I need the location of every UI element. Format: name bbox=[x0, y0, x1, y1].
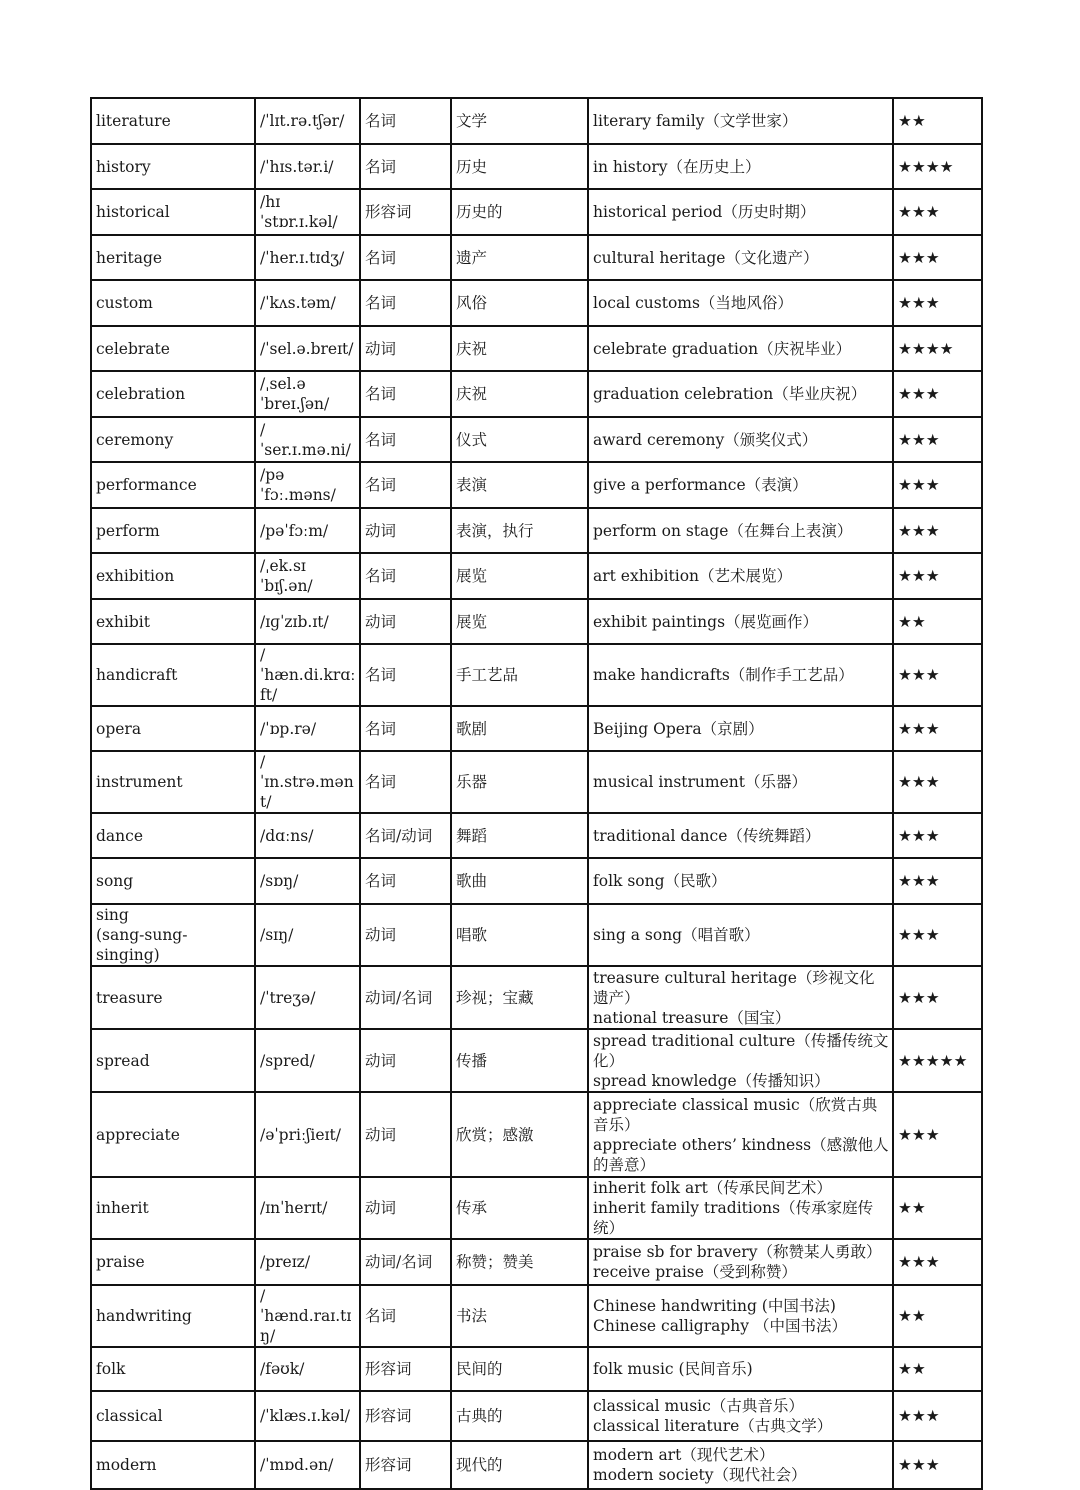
table-row bbox=[91, 904, 982, 966]
meaning-cell: 珍视；宝藏 bbox=[451, 966, 588, 1029]
part-of-speech-cell: 动词 bbox=[360, 599, 451, 644]
phrase-cell bbox=[588, 326, 893, 371]
phonetic-cell: /spred/ bbox=[255, 1029, 360, 1092]
phonetic-cell: /ˈɒp.rə/ bbox=[255, 706, 360, 751]
word-cell bbox=[91, 966, 255, 1029]
word-cell bbox=[91, 706, 255, 751]
importance-stars: ★★★★ bbox=[893, 326, 982, 371]
phonetic-cell: /fəʊk/ bbox=[255, 1347, 360, 1391]
phrase-text: perform on stage（在舞台上表演） bbox=[593, 521, 853, 540]
phrase-cell bbox=[588, 858, 893, 904]
word-text: literature bbox=[96, 112, 171, 130]
phrase-cell bbox=[588, 98, 893, 144]
importance-stars: ★★ bbox=[893, 1347, 982, 1391]
importance-stars: ★★★ bbox=[893, 1239, 982, 1285]
phrase-text: spread knowledge（传播知识） bbox=[593, 1071, 830, 1090]
table-row bbox=[91, 858, 982, 904]
word-text: treasure bbox=[96, 988, 163, 1007]
phrase-cell bbox=[588, 1177, 893, 1239]
phonetic-cell: /ˈɪn.strə.mənt/ bbox=[255, 751, 360, 813]
part-of-speech-cell: 动词 bbox=[360, 1029, 451, 1092]
table-row bbox=[91, 813, 982, 858]
table-row bbox=[91, 1177, 982, 1239]
meaning-cell: 庆祝 bbox=[451, 371, 588, 417]
meaning-cell: 文学 bbox=[451, 98, 588, 144]
phrase-cell bbox=[588, 706, 893, 751]
phrase-cell bbox=[588, 235, 893, 280]
part-of-speech-cell: 动词 bbox=[360, 904, 451, 966]
table-row bbox=[91, 1391, 982, 1441]
word-cell bbox=[91, 189, 255, 235]
importance-stars: ★★★★ bbox=[893, 144, 982, 189]
phrase-text: cultural heritage（文化遗产） bbox=[593, 248, 819, 267]
table-row bbox=[91, 326, 982, 371]
importance-stars: ★★★ bbox=[893, 235, 982, 280]
word-text: (sang-sung-singing) bbox=[96, 926, 188, 964]
meaning-cell: 称赞；赞美 bbox=[451, 1239, 588, 1285]
table-row bbox=[91, 371, 982, 417]
word-text: spread bbox=[96, 1051, 150, 1070]
phrase-text: Chinese calligraphy （中国书法） bbox=[593, 1317, 847, 1335]
meaning-cell: 历史 bbox=[451, 144, 588, 189]
table-row bbox=[91, 417, 982, 462]
word-cell bbox=[91, 280, 255, 326]
phonetic-cell: /ˈher.ɪ.tɪdʒ/ bbox=[255, 235, 360, 280]
word-cell bbox=[91, 1029, 255, 1092]
part-of-speech-cell: 动词 bbox=[360, 508, 451, 553]
importance-stars: ★★★ bbox=[893, 1441, 982, 1489]
phrase-text: folk song（民歌） bbox=[593, 872, 727, 890]
phrase-cell bbox=[588, 1092, 893, 1177]
word-text: praise bbox=[96, 1253, 145, 1271]
word-cell bbox=[91, 1441, 255, 1489]
part-of-speech-cell: 动词/名词 bbox=[360, 966, 451, 1029]
phrase-text: exhibit paintings（展览画作） bbox=[593, 612, 819, 631]
phonetic-cell: /ɪnˈherɪt/ bbox=[255, 1177, 360, 1239]
word-cell bbox=[91, 98, 255, 144]
word-cell bbox=[91, 599, 255, 644]
word-text: celebration bbox=[96, 385, 186, 403]
phrase-cell bbox=[588, 371, 893, 417]
part-of-speech-cell: 名词 bbox=[360, 858, 451, 904]
part-of-speech-cell: 名词 bbox=[360, 371, 451, 417]
phrase-text: Chinese handwriting (中国书法) bbox=[593, 1297, 836, 1315]
phonetic-cell: /sɪŋ/ bbox=[255, 904, 360, 966]
word-cell bbox=[91, 326, 255, 371]
importance-stars: ★★ bbox=[893, 1177, 982, 1239]
phrase-cell bbox=[588, 644, 893, 706]
meaning-cell: 庆祝 bbox=[451, 326, 588, 371]
meaning-cell: 舞蹈 bbox=[451, 813, 588, 858]
table-row bbox=[91, 599, 982, 644]
word-text: modern bbox=[96, 1456, 157, 1474]
part-of-speech-cell: 名词 bbox=[360, 553, 451, 599]
word-cell bbox=[91, 235, 255, 280]
table-row bbox=[91, 1239, 982, 1285]
phrase-cell bbox=[588, 1239, 893, 1285]
meaning-cell: 古典的 bbox=[451, 1391, 588, 1441]
phonetic-cell: /hɪˈstɒr.ɪ.kəl/ bbox=[255, 189, 360, 235]
phonetic-cell: /ˈhænd.raɪ.tɪŋ/ bbox=[255, 1285, 360, 1347]
phrase-text: inherit family traditions（传承家庭传统） bbox=[593, 1199, 874, 1237]
importance-stars: ★★ bbox=[893, 1285, 982, 1347]
phrase-cell bbox=[588, 904, 893, 966]
part-of-speech-cell: 名词 bbox=[360, 644, 451, 706]
table-row bbox=[91, 98, 982, 144]
word-text: classical bbox=[96, 1407, 163, 1425]
word-cell bbox=[91, 417, 255, 462]
table-row bbox=[91, 235, 982, 280]
phonetic-cell: /ˈmɒd.ən/ bbox=[255, 1441, 360, 1489]
phonetic-cell: /ɪɡˈzɪb.ɪt/ bbox=[255, 599, 360, 644]
phonetic-cell: /ˈlɪt.rə.tʃər/ bbox=[255, 98, 360, 144]
word-cell bbox=[91, 644, 255, 706]
phonetic-cell: /dɑːns/ bbox=[255, 813, 360, 858]
part-of-speech-cell: 名词 bbox=[360, 235, 451, 280]
part-of-speech-cell: 形容词 bbox=[360, 1441, 451, 1489]
phrase-text: give a performance（表演） bbox=[593, 476, 808, 494]
phrase-text: praise sb for bravery（称赞某人勇敢） bbox=[593, 1243, 882, 1261]
meaning-cell: 歌剧 bbox=[451, 706, 588, 751]
importance-stars: ★★★ bbox=[893, 462, 982, 508]
part-of-speech-cell: 动词 bbox=[360, 1177, 451, 1239]
importance-stars: ★★★ bbox=[893, 644, 982, 706]
word-cell bbox=[91, 371, 255, 417]
word-text: history bbox=[96, 157, 151, 176]
word-text: opera bbox=[96, 719, 142, 738]
part-of-speech-cell: 名词 bbox=[360, 98, 451, 144]
importance-stars: ★★★ bbox=[893, 751, 982, 813]
table-row bbox=[91, 706, 982, 751]
word-text: perform bbox=[96, 521, 160, 540]
phrase-text: Beijing Opera（京剧） bbox=[593, 719, 764, 738]
importance-stars: ★★★ bbox=[893, 1391, 982, 1441]
phrase-cell bbox=[588, 1029, 893, 1092]
word-cell bbox=[91, 1391, 255, 1441]
table-row bbox=[91, 189, 982, 235]
word-cell bbox=[91, 1239, 255, 1285]
phrase-text: in history（在历史上） bbox=[593, 157, 761, 176]
part-of-speech-cell: 名词 bbox=[360, 1285, 451, 1347]
phrase-text: modern society（现代社会） bbox=[593, 1466, 807, 1484]
meaning-cell: 唱歌 bbox=[451, 904, 588, 966]
phrase-cell bbox=[588, 966, 893, 1029]
word-text: inherit bbox=[96, 1199, 149, 1217]
table-row bbox=[91, 644, 982, 706]
phrase-text: traditional dance（传统舞蹈） bbox=[593, 826, 821, 845]
phonetic-cell: /ˈsel.ə.breɪt/ bbox=[255, 326, 360, 371]
vocabulary-table-body bbox=[91, 98, 982, 1489]
phrase-cell bbox=[588, 1441, 893, 1489]
part-of-speech-cell: 名词 bbox=[360, 280, 451, 326]
phonetic-cell: /pəˈfɔːm/ bbox=[255, 508, 360, 553]
table-row bbox=[91, 508, 982, 553]
phrase-text: modern art（现代艺术） bbox=[593, 1446, 775, 1464]
importance-stars: ★★★ bbox=[893, 417, 982, 462]
part-of-speech-cell: 名词 bbox=[360, 751, 451, 813]
word-text: exhibit bbox=[96, 612, 150, 631]
phrase-text: inherit folk art（传承民间艺术） bbox=[593, 1179, 832, 1197]
phrase-text: local customs（当地风俗） bbox=[593, 294, 793, 312]
word-text: celebrate bbox=[96, 339, 170, 358]
phrase-text: sing a song（唱首歌） bbox=[593, 926, 760, 944]
phrase-cell bbox=[588, 280, 893, 326]
phrase-cell bbox=[588, 462, 893, 508]
meaning-cell: 仪式 bbox=[451, 417, 588, 462]
part-of-speech-cell: 动词/名词 bbox=[360, 1239, 451, 1285]
meaning-cell: 民间的 bbox=[451, 1347, 588, 1391]
word-cell bbox=[91, 751, 255, 813]
phrase-text: appreciate classical music（欣赏古典音乐） bbox=[593, 1095, 878, 1134]
phonetic-cell: /əˈpriːʃieɪt/ bbox=[255, 1092, 360, 1177]
phrase-text: art exhibition（艺术展览） bbox=[593, 567, 793, 585]
importance-stars: ★★★ bbox=[893, 553, 982, 599]
word-cell bbox=[91, 813, 255, 858]
phrase-cell bbox=[588, 599, 893, 644]
word-text: heritage bbox=[96, 248, 163, 267]
meaning-cell: 遗产 bbox=[451, 235, 588, 280]
phrase-cell bbox=[588, 144, 893, 189]
phrase-text: national treasure（国宝） bbox=[593, 1008, 791, 1027]
meaning-cell: 表演 bbox=[451, 462, 588, 508]
table-row bbox=[91, 280, 982, 326]
phonetic-cell: /ˈtreʒə/ bbox=[255, 966, 360, 1029]
word-text: folk bbox=[96, 1360, 126, 1378]
table-row bbox=[91, 1285, 982, 1347]
word-cell bbox=[91, 462, 255, 508]
importance-stars: ★★★ bbox=[893, 813, 982, 858]
phrase-text: appreciate others’ kindness（感激他人的善意） bbox=[593, 1135, 889, 1174]
word-cell bbox=[91, 1347, 255, 1391]
phrase-text: make handicrafts（制作手工艺品） bbox=[593, 666, 854, 684]
word-text: historical bbox=[96, 203, 170, 221]
phrase-text: folk music (民间音乐) bbox=[593, 1360, 753, 1378]
phrase-text: musical instrument（乐器） bbox=[593, 773, 807, 791]
phrase-text: classical literature（古典文学） bbox=[593, 1417, 833, 1435]
meaning-cell: 展览 bbox=[451, 553, 588, 599]
word-cell bbox=[91, 553, 255, 599]
table-row bbox=[91, 1441, 982, 1489]
word-text: handicraft bbox=[96, 666, 178, 684]
importance-stars: ★★★ bbox=[893, 706, 982, 751]
word-cell bbox=[91, 144, 255, 189]
word-text: performance bbox=[96, 476, 197, 494]
table-row bbox=[91, 553, 982, 599]
phonetic-cell: /ˌek.sɪˈbɪʃ.ən/ bbox=[255, 553, 360, 599]
meaning-cell: 历史的 bbox=[451, 189, 588, 235]
phrase-cell bbox=[588, 1285, 893, 1347]
word-cell bbox=[91, 508, 255, 553]
word-cell bbox=[91, 904, 255, 966]
phrase-text: literary family（文学世家） bbox=[593, 112, 798, 130]
phrase-cell bbox=[588, 1391, 893, 1441]
word-cell bbox=[91, 1177, 255, 1239]
phrase-cell bbox=[588, 189, 893, 235]
phonetic-cell: /ˈhɪs.tər.i/ bbox=[255, 144, 360, 189]
part-of-speech-cell: 动词 bbox=[360, 1092, 451, 1177]
table-row bbox=[91, 1347, 982, 1391]
phrase-cell bbox=[588, 417, 893, 462]
part-of-speech-cell: 名词 bbox=[360, 462, 451, 508]
meaning-cell: 风俗 bbox=[451, 280, 588, 326]
phonetic-cell: /ˌsel.əˈbreɪ.ʃən/ bbox=[255, 371, 360, 417]
importance-stars: ★★★ bbox=[893, 1092, 982, 1177]
word-text: sing bbox=[96, 906, 129, 924]
meaning-cell: 现代的 bbox=[451, 1441, 588, 1489]
importance-stars: ★★★★★ bbox=[893, 1029, 982, 1092]
phrase-cell bbox=[588, 813, 893, 858]
word-cell bbox=[91, 1092, 255, 1177]
table-row bbox=[91, 1092, 982, 1177]
phrase-text: celebrate graduation（庆祝毕业） bbox=[593, 339, 852, 358]
phrase-cell bbox=[588, 1347, 893, 1391]
word-text: song bbox=[96, 872, 134, 890]
word-text: appreciate bbox=[96, 1125, 180, 1144]
part-of-speech-cell: 形容词 bbox=[360, 1391, 451, 1441]
word-cell bbox=[91, 1285, 255, 1347]
part-of-speech-cell: 名词 bbox=[360, 706, 451, 751]
phonetic-cell: /preɪz/ bbox=[255, 1239, 360, 1285]
phrase-cell bbox=[588, 751, 893, 813]
table-row bbox=[91, 144, 982, 189]
phonetic-cell: /sɒŋ/ bbox=[255, 858, 360, 904]
word-text: dance bbox=[96, 826, 143, 845]
importance-stars: ★★★ bbox=[893, 966, 982, 1029]
phonetic-cell: /ˈser.ɪ.mə.ni/ bbox=[255, 417, 360, 462]
phrase-text: spread traditional culture（传播传统文化） bbox=[593, 1031, 889, 1070]
vocabulary-sheet bbox=[90, 97, 983, 1490]
word-cell bbox=[91, 858, 255, 904]
meaning-cell: 欣赏；感激 bbox=[451, 1092, 588, 1177]
importance-stars: ★★★ bbox=[893, 904, 982, 966]
table-row bbox=[91, 751, 982, 813]
phonetic-cell: /pəˈfɔː.məns/ bbox=[255, 462, 360, 508]
part-of-speech-cell: 名词 bbox=[360, 417, 451, 462]
phonetic-cell: /ˈkʌs.təm/ bbox=[255, 280, 360, 326]
word-text: exhibition bbox=[96, 567, 175, 585]
word-text: custom bbox=[96, 294, 153, 312]
meaning-cell: 表演，执行 bbox=[451, 508, 588, 553]
importance-stars: ★★★ bbox=[893, 858, 982, 904]
meaning-cell: 传承 bbox=[451, 1177, 588, 1239]
importance-stars: ★★ bbox=[893, 98, 982, 144]
importance-stars: ★★★ bbox=[893, 189, 982, 235]
phonetic-cell: /ˈklæs.ɪ.kəl/ bbox=[255, 1391, 360, 1441]
importance-stars: ★★★ bbox=[893, 280, 982, 326]
meaning-cell: 乐器 bbox=[451, 751, 588, 813]
word-text: handwriting bbox=[96, 1307, 192, 1325]
importance-stars: ★★★ bbox=[893, 371, 982, 417]
phrase-cell bbox=[588, 508, 893, 553]
part-of-speech-cell: 形容词 bbox=[360, 1347, 451, 1391]
part-of-speech-cell: 名词 bbox=[360, 144, 451, 189]
phonetic-cell: /ˈhæn.di.krɑːft/ bbox=[255, 644, 360, 706]
word-text: instrument bbox=[96, 773, 183, 791]
part-of-speech-cell: 名词/动词 bbox=[360, 813, 451, 858]
phrase-text: historical period（历史时期） bbox=[593, 203, 816, 221]
part-of-speech-cell: 形容词 bbox=[360, 189, 451, 235]
phrase-cell bbox=[588, 553, 893, 599]
phrase-text: classical music（古典音乐） bbox=[593, 1397, 804, 1415]
importance-stars: ★★★ bbox=[893, 508, 982, 553]
meaning-cell: 传播 bbox=[451, 1029, 588, 1092]
meaning-cell: 歌曲 bbox=[451, 858, 588, 904]
importance-stars: ★★ bbox=[893, 599, 982, 644]
part-of-speech-cell: 动词 bbox=[360, 326, 451, 371]
phrase-text: graduation celebration（毕业庆祝） bbox=[593, 385, 867, 403]
phrase-text: treasure cultural heritage（珍视文化遗产） bbox=[593, 968, 875, 1007]
phrase-text: receive praise（受到称赞） bbox=[593, 1263, 797, 1281]
meaning-cell: 展览 bbox=[451, 599, 588, 644]
meaning-cell: 手工艺品 bbox=[451, 644, 588, 706]
meaning-cell: 书法 bbox=[451, 1285, 588, 1347]
vocabulary-table bbox=[90, 97, 983, 1490]
table-row bbox=[91, 966, 982, 1029]
phrase-text: award ceremony（颁奖仪式） bbox=[593, 430, 818, 449]
table-row bbox=[91, 462, 982, 508]
table-row bbox=[91, 1029, 982, 1092]
word-text: ceremony bbox=[96, 430, 174, 449]
